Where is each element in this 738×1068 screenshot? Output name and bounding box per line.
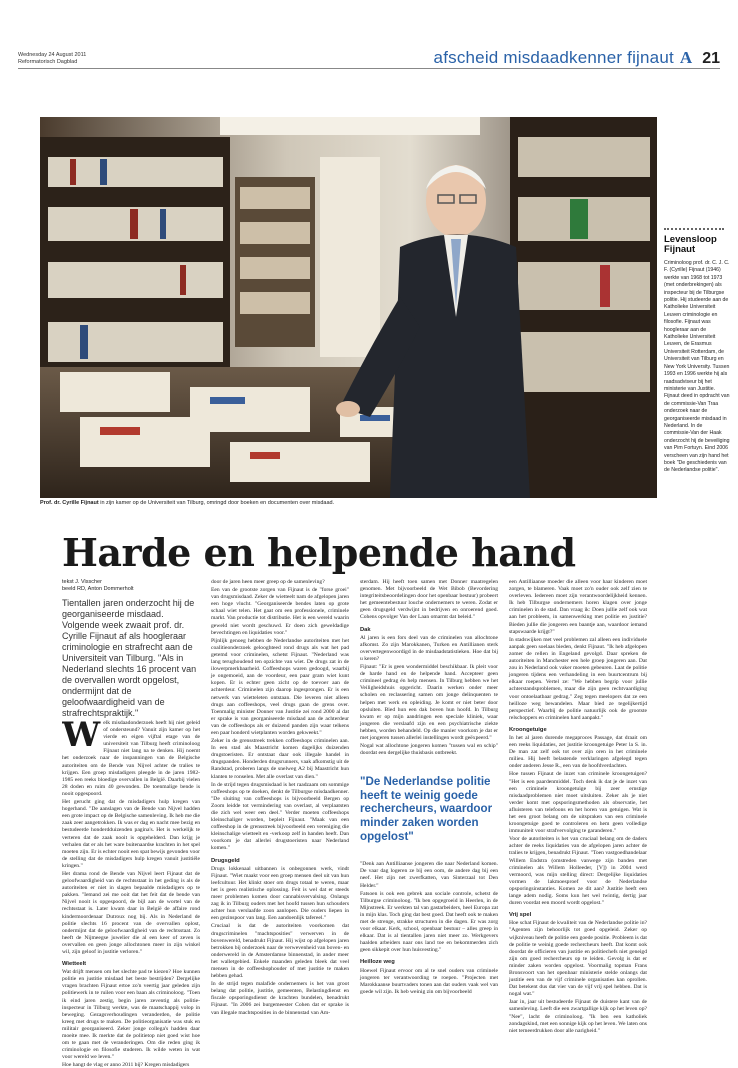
section-header [434, 48, 720, 68]
paper-name: Reformatorisch Dagblad [18, 59, 78, 65]
paragraph: In de strijd tegen malafide ondernemers is het van groot belang dat politie, justitie, gemeenten, Belastingdienst en fiscale opsporingsdienst de krachten bundelen, benadrukt Fijnaut. "In 2006 zei burgemeester Cohen dat er sprake is van illegale machtsposities in de binnenstad van Am- [211, 981, 349, 1016]
paragraph: In de strijd tegen drugsmisdaad is het raadzaam om sommige coffeeshops op te doeken, denkt de Tilburgse misdaadkenner. "De sluiting van coffeeshops is bijvoorbeeld Bergen op Zoom leidde tot vermindering van overlast, al verplaatsten die zich wel weer een deel." Verder moeten coffeeshops kleinschaliger worden, bepleit Fijnaut. "Maak van een coffeeshop in de grensstreek bijvoorbeeld een vereniging die kleinschalige wietteelt en -verkoop zelf in handen heeft. Dan voorkom je dat allerlei drugstoeristen naar Nederland komen." [211, 781, 349, 852]
article-photo [40, 117, 657, 498]
paragraph: een Antilliaanse moeder die alleen voor haar kinderen moet zorgen, te blameren. Vaak moet zo'n ouder ook zelf zien te overleven. Iedereen moet zijn verantwoordelijkheid kennen. Ik heb Tilburgse ondernemers horen klagen over jonge criminelen in de stad. Dan vraag ik: Doen jullie zelf ook wat aan het probleem, in samenwerking met politie en justitie? Bieden jullie die jongeren een baantje aan, waardoor iemand stapswaarde krijgt?" [509, 579, 647, 635]
header-rule [18, 68, 720, 69]
dropcap: W [62, 720, 101, 755]
paragraph: Hoe tussen Fijnaut de inzet van criminele kroongetuigen? "Het is een paardenmiddel. Toch denk ik dat je de inzet van een criminele kroongetuige bij zeer ernstige misdaadproblemen niet moet uitsluiten. Zeker als je niet verder komt met opsporingsmethoden als observatie, het afluisteren van telefoons en het horen van getuigen. Wat is het een groot belang om de uitspraken van een criminele kroongetuige goed te controleren en hem geen volledige immuniteit voor strafvervolging te garanderen." [509, 771, 647, 835]
section-letter: A [679, 48, 693, 67]
section-title: afscheid misdaadkenner fijnaut [433, 48, 674, 67]
paragraph: Wat drijft mensen om het slechte pad te kiezen? Hoe kunnen politie en justitie misdaad het beste bestrijden? Dergelijke vragen brachten Fijnaut ertoe zo'n veertig jaar geleden zijn politiewerk in te ruilen voor een baan als criminoloog. "Toen ik eind jaren zestig, begin jaren zeventig als politie-inspecteur in Tilburg werkte, was de maatschappij volop in beweging. Gezagsverhoudingen veranderden, de politie kreeg met drugs te maken. De politieorganisatie was stuk en militair georganiseerd. Zeker jonge collega's hadden daar moeite mee. Ik merkte dat de politietop niet goed wist hoe om te gaan met de veranderingen. Om die reden ging ik criminologie en filosofie studeren. Ik wilde weten in wat voor wereld we leven." [62, 969, 200, 1061]
paragraph: Drugs lokkenaal uitbannen is onbegonnen werk, vindt Fijnaut. "Wiet maakt voor een groep mensen deel uit van hun leefcultuur. Het klinkt stoer om drugs totaal te weren, maar het is geen realistische oplossing. Feit is wel dat er steeds meer problemen komen door cannabisvervalsing. Onlangs zag ik in Tilburg ouders met het hoofd tussen hun schouders achter hun verslaafde zoon aanlopen. Die ouders liepen in een gezinspoor van lang. Een aandoenlijk tafereel." [211, 865, 349, 922]
paragraph: sterdam. Hij heeft toen samen met Donner maatregelen genomen. Met bijvoorbeeld de Wet Bibob (Bevordering integriteitsbeoordelingen door het openbaar bestuur) probeert het gemeentebestuur louche ondernemers te weren. Zodat er geen drugsgeld verdwijnt in bedrijven en onroerend goed. Cohens opvolger Van der Laan omarmt dat beleid." [360, 579, 498, 621]
byline [62, 579, 200, 593]
paragraph: Hoewel Fijnaut ervoor om al te snel ouders van criminele jongeren ter verantwoording te roepen. "Projecten met Marokkaanse buurtvaders tonen aan dat ouders vaak wel van goede wil zijn. Ik heb weinig zin om bijvoorbeeld [360, 967, 498, 995]
article-column-1 [62, 579, 200, 1068]
masthead-info [18, 52, 86, 66]
paragraph: Jaar in, jaar uit bestudeerde Fijnaut de duistere kant van de samenleving. Leeft die een zwartgallige kijk op het leven op? "Nee", lacht de criminoloog. "Ik ben een katholiek zondagskind, met een sonnige kijk op het leven. We laten ons niet terneerdrukken door alle narigheid." [509, 999, 647, 1034]
sidebar-title: Levensloop Fijnaut [664, 234, 717, 255]
byline-text: tekst J. Visscher [62, 579, 102, 585]
paragraph: Fatsoen is ook een gebrek aan sociale controle, schetst de Tilburgse criminoloog. "Ik ben opgegroeid in Heerlen, in de Mijnstreek. Er werkten tal van gastarbeiders, heel Europa zat in mijn klas. Toch ging dat best goed. Dat heeft ook te maken met de strenge, strakke structuren in die dagen. Er was zorg voor elkaar. Kerk, school, openbaar bestuur – alles greep in elkaar. Dat is al tientallen jaren niet meer zo. Werkgevers haalden arbeiders naar ons land toe en bekommerden zich geen sikkepit over hun huisvesting." [360, 890, 498, 954]
bio-sidebar [664, 228, 730, 475]
subhead: Vrij spel [509, 912, 532, 919]
sidebar-text: Criminoloog prof. dr. C. J. C. F. (Cyrille) Fijnaut (1946) werkte van 1968 tot 1973 (met onderbrekingen) als inspecteur bij de Tilburgse politie. Hij studeerde aan de Katholieke Universiteit Leuven criminologie en filosofie. Fijnaut was hoogleraar aan de Katholieke Universiteit Leuven, de Erasmus Universiteit Rotterdam, de Universiteit van Tilburg en New York University. Tussen 1993 en 1996 werkte hij als raadsadviseur bij het ministerie van Justitie. Fijnaut deed in opdracht van de commissie-Van Traa onderzoek naar de georganiseerde misdaad in Nederland. In de commissie-Van der Haak onderzocht hij de beveiliging van Pim Fortuyn. Eind 2006 verscheen van zijn hand het boek "De geschiedenis van de Nederlandse politie". [664, 260, 730, 474]
article-column-4 [509, 579, 647, 1036]
article-column-2 [211, 579, 349, 1018]
paragraph: elk misdaadonderzoek heeft hij niet geleid of ondersteund? Vanuit zijn kamer op het vierde en eigen vijftal etage van de universiteit van Tilburg heeft criminoloog Fijnaut niet lang na te denken. Hij noemt het onderzoek naar de inspanningen van de Belgische autoriteiten om de Bende van Nijvel achter de tralies te krijgen. Een groep misdadigers pleegde in de jaren 1982-1985 een reeks bloedige overvallen in België. Daarbij vielen 28 doden en ruim 40 gewonden. De toenmalige bende is nooit opgespoord. [62, 720, 200, 797]
subhead: Kroongetuige [509, 726, 547, 733]
lead-paragraph [62, 720, 200, 799]
paragraph: Voor de autoriteiten is het van cruciaal belang om de daders achter de reeks liquidaties van de afgelopen jaren achter de tralies te krijgen, benadrukt Fijnaut. "Toen vastgoedhandelaar Willem Endstra (omstreden vanwege zijn banden met criminelen als Willem Holleeder, [V]) in 2004 werd vermoord, was mijn stelling direct: Dergelijke liquidaties vormen de lakmoesproef voor de Nederlandse opsporingsinstanties. Komen ze dit aan? Justitie heeft een lange adem nodig. Soms kun het wel twintig, dertig jaar duren voordat een moord wordt opgelost." [509, 836, 647, 907]
byline-photo: beeld RD, Anton Dommerholt [62, 586, 134, 592]
photo-caption [40, 500, 334, 506]
subhead: Drugsgeld [211, 857, 240, 864]
paragraph: Fijnaut: "Er is geen wondermiddel beschikbaar. Ik pleit voor de harde hand en de helpende hand. Accepteer geen crimineel gedrag én help mensen. In Tilburg hebben we het Veiligheidshuis opgericht. Daarin werken onder meer scholen en reclassering samen om jonge delinquenten te helpen met werk en opleiding. Je komt er niet beter door opsluiten. Bied hun een dak boven hun hoofd. In Tilburg kwam er op mijn aandringen een speciale kliniek, waar jongeren die verslaafd zijn en een psychiatrische ziekte hebben, worden behandeld. Op die manier voorkom je dat er met jongeren tussen allerlei instellingen wordt geëxpeerd." [360, 664, 498, 741]
paragraph: In stadswijken met veel problemen zal alleen een individuele aanpak geen soelaas bieden, denkt Fijnaut. "Ik heb afgelopen zomer de rellen in Engeland gevolgd. Daar spreken de autoriteiten in Manchester een hele groep jongeren aan. Dat zou in Nederland ook vaker moeten gebeuren. Laat de politie jongeren tijdens een verhandeling in een buurtcentrum bij elkaar roepen. Vertel ze: "We hebben begrip voor jullie achterstandsproblemen, maar die zijn geen rechtvaardiging voor ontoelaatbaar gedrag." Zeg tegen meelopers dat ze een heilloze weg bewandelen. Maar bied ze tegelijkertijd perspectief. Waarbij de politie natuurlijk ook de grootste relschoppers en criminelen hard aanpakt." [509, 636, 647, 721]
issue-date: Wednesday 24 August 2011 [18, 52, 87, 58]
paragraph: Pijnlijk genoeg hebben de Nederlandse autoriteiten met het coalitieonderzoek gelooghteed rond drugs als wat het pad getemd voor criminelen, schetst Fijnaut. "Nederland was lang terughoudend ten opzichte van wiet. De drugs zat in de ilowerpmerkbaarheid. Coffeeshops waren gedoogd, waarbij je ongemoeid, aan de voordeur, een paar gram wiet kunt kopen. Er is echter geen zicht op de toevoer aan de achterdeur. Criminelen zijn daarop ingesprongen. Er is een netwerk van wietteleten ontstaan. Die leveren niet alleen drugs aan coffeeshops, veel drugs gaan de grens over. Toenmalig minister Donner van Justitie zei rond 2000 al dat er sprake is van georganiseerde misdaad aan de achterdeur van de coffeeshops als er duizend panden zijn waar telkens een paar honderd wietplanten worden gekweekt." [211, 637, 349, 736]
paragraph: In het al jaren durende megaproces Passage, dat draait om een reeks liquidaties, zet justitie kroongetuige Peter la S. in. De man zat zelf ook tot over zijn oren in het criminele milieu. Hij heeft belastende verklaringen afgelegd tegen onder anderen Jesse R., een van de hoofdverdachten. [509, 734, 647, 770]
paragraph: Hoe schat Fijnaut de kwaliteit van de Nederlandse politie in? "Agenten zijn behoorlijk tot goed opgeleid. Zeker op wijkniveau heeft de politie een goede positie. Probleem is dat de politie te weinig goede rechercheurs heeft. Dat komt ook doordat de officieren van justitie en politiechefs niet geneigd zijn om goed rechercheurs op te leiden. Gevolg is dat er minder zaken worden opgelost. Voormalig topman Frans Bronsvoort van het openbaar ministerie stelde onlangs dat justitie een van de vijf criminele organisaties kan oprollen. Dat betekent dus dat vier van de vijf vrij spel hebben. Dat is nogal wat." [509, 920, 647, 998]
paragraph: Al jaren is een fors deel van de criminelen van allochtone afkomst. Zo zijn Marokkanen, Turken en Antillianen sterk oververtegenwoordigd in de misdaadstatistieken. Hoe dat bij u keren? [360, 634, 498, 662]
headline: Harde en helpende hand [62, 530, 576, 575]
paragraph: Nogal wat allochtone jongeren komen "tussen wal en schip" doordat een dergelijke thuisbasis ontbreekt. [360, 743, 498, 757]
paragraph: Zeker in de grensstreek trekken coffeeshops criminelen aan. In een stad als Maastricht komen dagelijks duizenden drugstoeristen. Er ontstaat daar ook illegale handel in drugspanden. Honderden drugsrunners, vaak afkomstig uit de Randstad, proberen langs de snelweg A2 bij Maastricht hun klanten te ronselen. Met alle overlast van dien." [211, 738, 349, 780]
paragraph: Het gerucht ging dat de misdadigers hulp kregen van hogerhand. "De aanslagen van de Bende van Nijvel hadden een grote impact op de Belgische samenleving. Ik heb me die zaak zeer aangetrokken. Ik was er dag en nacht mee bezig en bestudeerde honderdduizenden pagina's. Het is werkelijk te verteren dat de zaak nooit is opgehelderd. Dan krijg je verhalen dat er als het ware buitenaardse krachten in het spel moeten zijn. Er is echter nooit een spat bewijs gevonden voor de stelling dat de misdadigers hulp kregen vanuit justitiële kringen." [62, 799, 200, 869]
caption-name: Prof. dr. Cyrille Fijnaut [40, 500, 99, 506]
subhead: Wietteelt [62, 961, 87, 968]
page-number: 21 [702, 50, 720, 67]
paragraph: door de jaren heen meer greep op de samenleving? [211, 579, 325, 585]
paragraph: Een van de grootste zorgen van Fijnaut is de "forse groei" van drugsmisdaad. Zeker de wietteelt nam de afgelopen jaren een hoge vlucht. "Georganiseerde bendes laten op grote schaal wiet telen. Het gaat om een professionele, criminele markt. Van productie tot distributie. Het is een wereld waarin geweld niet wordt geschuwd. Er doen zich geweldadige bevechtingen en liquidaties voor." [211, 587, 349, 636]
paragraph: Het drama rond de Bende van Nijvel leert Fijnaut dat de geloofwaardigheid van de rechtsstaat in het geding is als de autoriteiten er niet in slagen bepaalde misdadigers op te pakken. "Iemand zei me ooit dat het feit dat de bende van Nijvel nooit is opgespoord, de bijl aan de wortel van de rechtsstaat is. Later kwam daar in België de affaire rond kindermoordenaar Dutroux nog bij. Als in Nederland de politie slechts 16 procent van de overvallen oplost, ondermijnt dat de geloofwaardigheid van de rechtsstaat. Zo heeft de Nijmeegse juwelier die al een keer of zeven is overvallen en geen jonge allochtonen meer in zijn winkel wil, zijn geloof in justitie verloren." [62, 870, 200, 955]
sidebar-divider [664, 228, 724, 231]
pull-quote: "De Nederlandse politie heeft te weinig goede rechercheurs, waardoor minder zaken worden opgelost" [360, 775, 493, 843]
paragraph: "Denk aan Antilliaanse jongeren die naar Nederland komen. De vaar dag logeren ze bij een oom, de andere dag bij een neef. Het zijn net zwerfkatten, van Sinterzaal tot Den Helder." [360, 861, 498, 889]
subhead: Dak [360, 626, 371, 633]
caption-text: in zijn kamer op de Universiteit van Tilburg, omringd door boeken en documenten over misdaad. [100, 500, 335, 506]
intro: Tientallen jaren onderzocht hij de georganiseerde misdaad. Volgende week zwaait prof. dr. Cyrille Fijnaut af als hoogleraar criminologie en strafrecht aan de Universiteit van Tilburg. "Als in Nederland slechts 16 procent van de overvallen wordt opgelost, ondermijnt dat de geloofwaardigheid van de strafrechtspraktijk." [62, 598, 197, 718]
paragraph: Cruciaal is dat de autoriteiten voorkomen dat drugscriminelen "machtsposities" verwerven in de bovenwereld, benadrukt Fijnaut. Hij wijst op afgelopen jaren betrokken bij onderzoek naar de verwevenheid van boven- en onderwereld in de Amsterdamse binnenstad, in ander meer het walletgebied. Enkele maanden geleden bleek dat veel mensen in de coffeeshophouder of met justitie te maken hebben gehad. [211, 923, 349, 980]
article-column-3 [360, 579, 498, 997]
paragraph: Hoe hangt de vlag er anno 2011 bij? Kregen misdadigers [62, 1062, 190, 1068]
subhead: Heilloze weg [360, 959, 395, 966]
